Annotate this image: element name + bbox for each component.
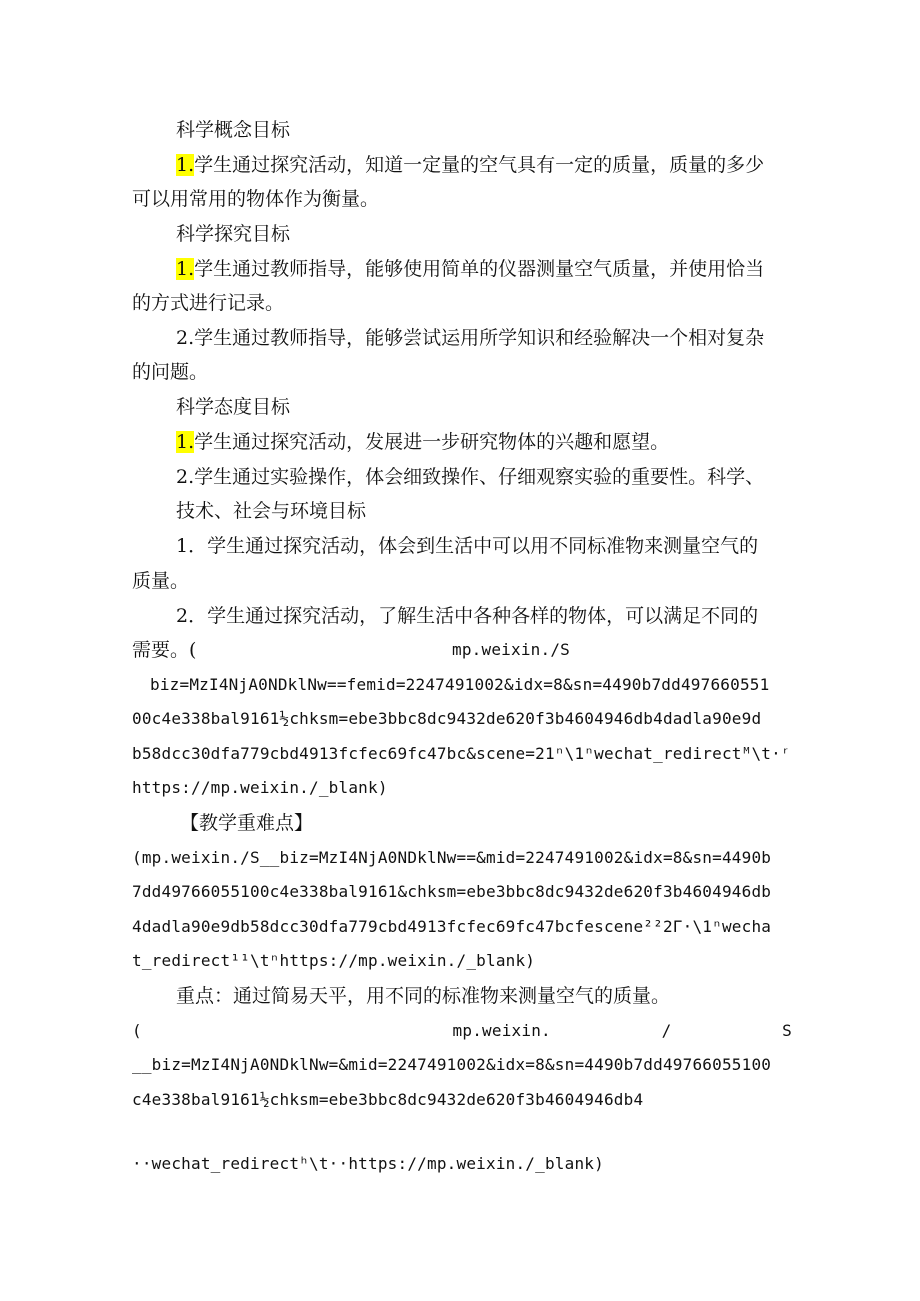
url-line: https://mp.weixin./_blank) bbox=[132, 778, 388, 797]
url-line: c4e338bal9161½chksm=ebe3bbc8dc9432de620f3b4604946db4 bbox=[132, 1090, 644, 1109]
highlighted-number: 1. bbox=[176, 154, 195, 176]
paragraph-line: 的方式进行记录。 bbox=[132, 292, 285, 314]
url-line: (mp.weixin./S__biz=MzI4NjA0NDklNw==&mid=2247491002&idx=8&sn=4490b bbox=[132, 848, 772, 867]
paragraph-text: 学生通过探究活动，知道一定量的空气具有一定的质量，质量的多少 bbox=[194, 154, 765, 176]
paragraph-line bbox=[176, 430, 792, 454]
url-line: __biz=MzI4NjA0NDklNw=&mid=2247491002&idx=8&sn=4490b7dd49766055100 bbox=[132, 1055, 772, 1074]
heading-science-concept-goal: 科学概念目标 bbox=[176, 119, 291, 141]
paragraph-key-point: 重点：通过简易天平，用不同的标准物来测量空气的质量。 bbox=[176, 985, 671, 1007]
paragraph-text: 需要。( bbox=[132, 639, 197, 661]
paragraph-line bbox=[176, 257, 792, 281]
url-line bbox=[132, 1019, 792, 1043]
url-line: biz=MzI4NjA0NDklNw==femid=2247491002&idx=8&sn=4490b7dd497660551 bbox=[150, 675, 770, 694]
paragraph-line: 2．学生通过探究活动，了解生活中各种各样的物体，可以满足不同的 bbox=[176, 605, 759, 627]
paragraph-line: 质量。 bbox=[132, 570, 190, 592]
heading-science-attitude-goal: 科学态度目标 bbox=[176, 396, 291, 418]
url-fragment: mp.weixin. bbox=[452, 1021, 551, 1040]
url-fragment: S bbox=[782, 1021, 792, 1040]
heading-teaching-key-points: 【教学重难点】 bbox=[180, 812, 314, 834]
url-line: 7dd49766055100c4e338bal9161&chksm=ebe3bbc8dc9432de620f3b4604946db bbox=[132, 882, 772, 901]
highlighted-number: 1. bbox=[176, 258, 195, 280]
paragraph-line: 2.学生通过教师指导，能够尝试运用所学知识和经验解决一个相对复杂 bbox=[176, 327, 765, 349]
paragraph-text: 学生通过教师指导，能够使用简单的仪器测量空气质量，并使用恰当 bbox=[194, 258, 765, 280]
link-text[interactable]: mp.weixin./S bbox=[452, 640, 570, 659]
url-line: 00c4e338bal9161½chksm=ebe3bbc8dc9432de620f3b4604946db4dadla90e9d bbox=[132, 709, 762, 728]
paragraph-line: 1．学生通过探究活动，体会到生活中可以用不同标准物来测量空气的 bbox=[176, 535, 759, 557]
heading-sts-goal: 技术、社会与环境目标 bbox=[176, 500, 367, 522]
highlighted-number: 1. bbox=[176, 431, 195, 453]
paragraph-line: 可以用常用的物体作为衡量。 bbox=[132, 188, 380, 210]
paragraph-line: 2.学生通过实验操作，体会细致操作、仔细观察实验的重要性。科学、 bbox=[176, 466, 765, 488]
paragraph-line: 的问题。 bbox=[132, 361, 209, 383]
url-fragment: ( bbox=[132, 1021, 142, 1040]
url-line: 4dadla90e9db58dcc30dfa779cbd4913fcfec69fc47bcfescene²²2Γ·\1ⁿwecha bbox=[132, 917, 772, 936]
url-line: b58dcc30dfa779cbd4913fcfec69fc47bc&scene=21ⁿ\1ⁿwechat_redirectᴹ\t·ʳ bbox=[132, 744, 791, 763]
paragraph-line bbox=[176, 153, 792, 177]
paragraph-text: 学生通过探究活动，发展进一步研究物体的兴趣和愿望。 bbox=[194, 431, 670, 453]
url-fragment: / bbox=[661, 1021, 672, 1040]
heading-science-inquiry-goal: 科学探究目标 bbox=[176, 223, 291, 245]
url-line: t_redirect¹¹\tⁿhttps://mp.weixin./_blank) bbox=[132, 951, 536, 970]
url-line: ··wechat_redirectʰ\t··https://mp.weixin./_blank) bbox=[132, 1154, 604, 1173]
paragraph-line bbox=[132, 638, 792, 662]
